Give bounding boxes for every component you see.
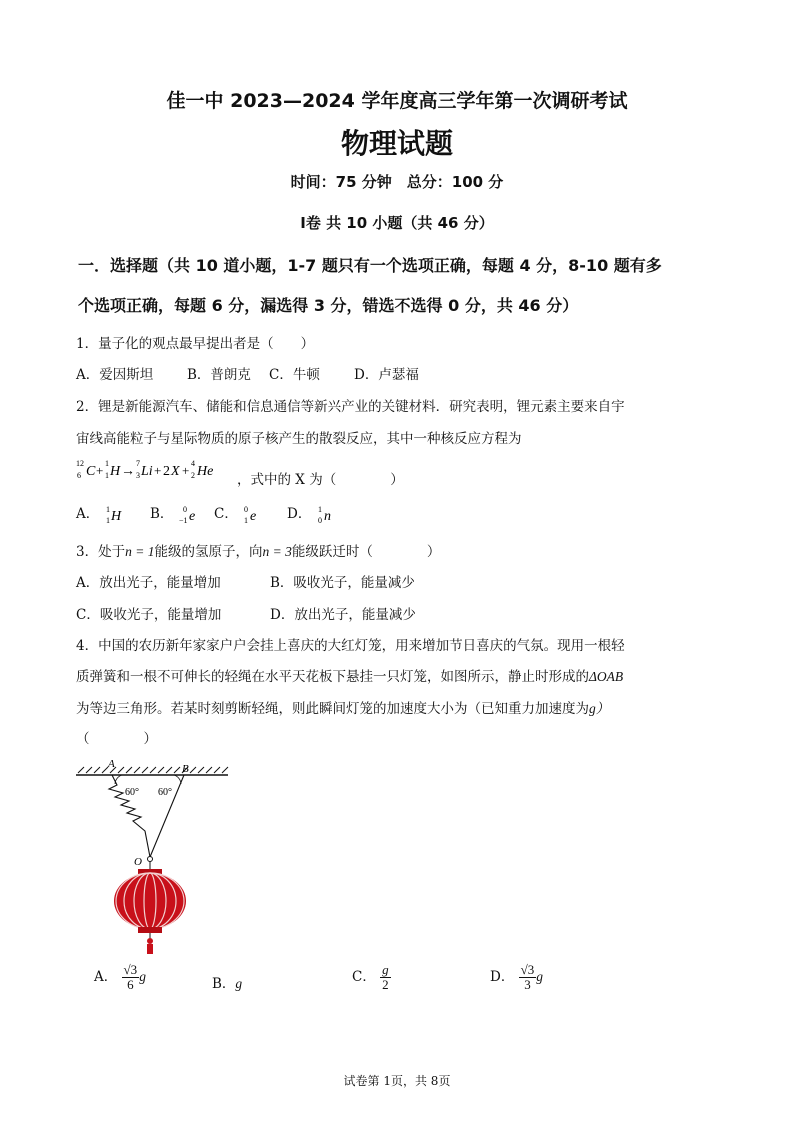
svg-text:n: n xyxy=(323,508,331,524)
nuclear-equation xyxy=(76,456,246,482)
q2-option-b-symbol xyxy=(178,503,202,527)
q4-option-b-label: B． xyxy=(212,976,236,992)
lantern-diagram xyxy=(70,755,240,955)
q3-mid1: 能级的氢原子，向 xyxy=(154,544,263,560)
q4-option-d xyxy=(490,963,543,992)
q4-option-b xyxy=(212,972,242,992)
svg-text:1: 1 xyxy=(244,515,249,525)
section-heading-line2: 个选项正确，每题 6 分，漏选得 3 分，错选不选得 0 分，共 46 分） xyxy=(78,296,579,315)
q4-line2-text: 质弹簧和一根不可伸长的轻绳在水平天花板下悬挂一只灯笼，如图所示，静止时形成的 xyxy=(76,669,589,685)
lantern xyxy=(114,869,186,954)
q2-option-d-symbol xyxy=(316,503,336,527)
lantern-knot xyxy=(147,938,153,944)
q3-n1: n = 1 xyxy=(125,544,155,559)
svg-text:He: He xyxy=(197,464,214,479)
q4-answer-blank: （ ） xyxy=(76,731,157,747)
label-o: O xyxy=(134,856,142,868)
q2-option-c xyxy=(214,502,262,527)
q3-prefix: 3．处于 xyxy=(76,544,126,560)
q3-option-c: C．吸收光子，能量增加 xyxy=(76,607,222,623)
svg-text:0: 0 xyxy=(244,504,249,514)
q1-option-b: B．普朗克 xyxy=(187,367,251,383)
q4-option-a-numerator: √3 xyxy=(123,962,138,977)
svg-text:e: e xyxy=(250,508,257,524)
q4-figure xyxy=(70,755,240,959)
q4-triangle-symbol: ΔOAB xyxy=(589,669,624,684)
ceiling-hatching xyxy=(78,767,228,773)
lantern-bottom-cap xyxy=(138,927,162,933)
label-b: B xyxy=(182,763,189,775)
q4-line3 xyxy=(76,697,609,717)
svg-text:0: 0 xyxy=(317,515,322,525)
q3-stem xyxy=(76,540,440,560)
q3-option-d: D．放出光子，能量减少 xyxy=(270,607,416,623)
q4-option-c-fraction xyxy=(380,963,391,992)
q2-option-c-symbol xyxy=(242,503,262,527)
q1-stem: 1．量子化的观点最早提出者是（ ） xyxy=(76,336,315,352)
svg-text:+: + xyxy=(182,463,190,478)
svg-text:0: 0 xyxy=(182,504,187,514)
svg-text:Li: Li xyxy=(141,464,153,479)
exam-title: 佳一中 2023—2024 学年度高三学年第一次调研考试 xyxy=(166,90,628,112)
svg-text:H: H xyxy=(110,464,121,479)
q4-line1: 4．中国的农历新年家家户户会挂上喜庆的大红灯笼，用来增加节日喜庆的气氛。现用一根轻 xyxy=(76,638,625,654)
angle-b: 60° xyxy=(158,787,172,798)
q4-option-d-fraction xyxy=(519,963,537,992)
q4-option-d-denominator: 3 xyxy=(524,977,531,992)
svg-text:→: → xyxy=(121,464,135,479)
svg-text:6: 6 xyxy=(77,471,81,480)
svg-text:C: C xyxy=(86,464,96,479)
lantern-tassel xyxy=(147,944,153,954)
q1-option-c: C．牛顿 xyxy=(269,367,320,383)
q2-line2: 宙线高能粒子与星际物质的原子核产生的散裂反应，其中一种核反应方程为 xyxy=(76,431,522,447)
q2-equation-tail: ，式中的 X 为（ ） xyxy=(237,472,404,488)
svg-text:7: 7 xyxy=(136,459,140,468)
q4-option-b-g: g xyxy=(235,976,243,991)
angle-arc-b xyxy=(174,775,181,784)
svg-text:3: 3 xyxy=(136,471,140,480)
label-a: A xyxy=(108,758,115,770)
section-heading-line1: 一．选择题（共 10 道小题，1-7 题只有一个选项正确，每题 4 分，8-10 题有多 xyxy=(78,256,662,275)
svg-text:1: 1 xyxy=(105,504,110,514)
svg-text:X: X xyxy=(171,464,180,479)
svg-text:2: 2 xyxy=(191,471,195,480)
q4-option-d-label: D． xyxy=(490,969,515,985)
svg-text:H: H xyxy=(110,508,121,524)
q1-option-a: A．爱因斯坦 xyxy=(76,367,154,383)
svg-text:1: 1 xyxy=(317,504,322,514)
svg-text:e: e xyxy=(188,508,195,524)
svg-text:2: 2 xyxy=(163,464,170,479)
q4-option-c-denominator: 2 xyxy=(382,977,389,992)
q4-gravity-symbol: g） xyxy=(589,701,610,716)
q4-option-c-numerator: g xyxy=(382,962,389,977)
q4-option-d-numerator: √3 xyxy=(520,962,535,977)
svg-text:+: + xyxy=(96,463,104,478)
q2-option-c-label: C． xyxy=(214,506,238,522)
q3-mid2: 能级跃迁时（ ） xyxy=(291,544,441,560)
q2-equation xyxy=(76,456,246,482)
q4-option-c xyxy=(352,963,391,992)
q4-option-c-label: C． xyxy=(352,969,376,985)
q2-option-b-label: B． xyxy=(150,506,174,522)
q1-option-d: D．卢瑟福 xyxy=(354,367,419,383)
knot-point xyxy=(148,857,153,862)
svg-text:12: 12 xyxy=(76,459,84,468)
svg-text:1: 1 xyxy=(105,515,110,525)
q2-option-d xyxy=(287,502,336,527)
subject-title: 物理试题 xyxy=(340,127,453,160)
q4-option-d-g: g xyxy=(536,969,544,984)
q3-option-a: A．放出光子，能量增加 xyxy=(76,575,221,591)
q3-option-b: B．吸收光子，能量减少 xyxy=(270,575,415,591)
svg-text:1: 1 xyxy=(105,459,109,468)
svg-text:−1: −1 xyxy=(178,515,188,525)
q2-option-a xyxy=(76,502,126,527)
q2-option-a-symbol xyxy=(104,503,126,527)
page-footer: 试卷第 1页，共 8页 xyxy=(343,1074,451,1088)
q2-line1: 2．锂是新能源汽车、储能和信息通信等新兴产业的关键材料．研究表明，锂元素主要来自宇 xyxy=(76,399,625,415)
q4-option-a-g: g xyxy=(139,969,146,984)
svg-text:4: 4 xyxy=(191,459,195,468)
q4-option-a xyxy=(94,963,146,992)
volume-heading: Ⅰ卷 共 10 小题（共 46 分） xyxy=(300,214,494,232)
time-info: 时间：75 分钟 总分：100 分 xyxy=(290,173,504,191)
q4-line3-text: 为等边三角形。若某时刻剪断轻绳，则此瞬间灯笼的加速度大小为（已知重力加速度为 xyxy=(76,701,589,717)
svg-text:+: + xyxy=(154,463,162,478)
q4-line2 xyxy=(76,665,623,685)
q2-option-a-label: A． xyxy=(76,506,100,522)
q2-option-b xyxy=(150,502,202,527)
q3-n3: n = 3 xyxy=(262,544,292,559)
q4-option-a-label: A． xyxy=(94,969,118,985)
q4-option-a-fraction xyxy=(122,963,140,992)
q2-option-d-label: D． xyxy=(287,506,312,522)
svg-text:1: 1 xyxy=(105,471,109,480)
q4-option-a-denominator: 6 xyxy=(127,977,134,992)
angle-a: 60° xyxy=(125,787,139,798)
